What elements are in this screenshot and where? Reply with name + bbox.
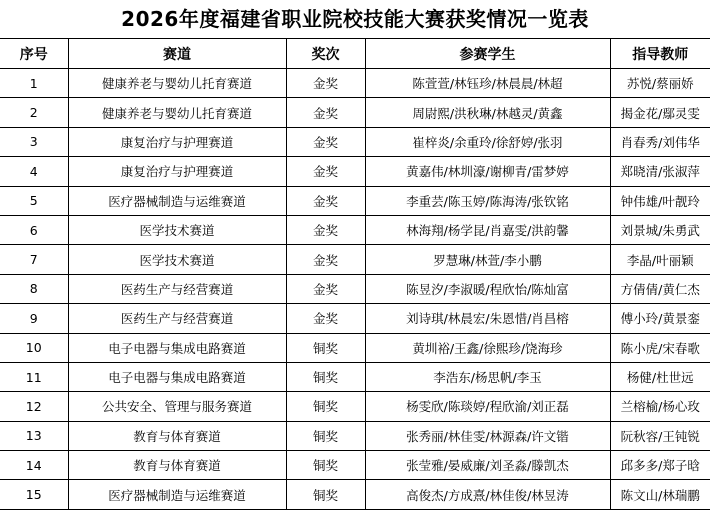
cell-no: 14 (0, 451, 68, 480)
cell-award: 金奖 (286, 157, 365, 186)
cell-students: 周尉熙/洪秋琳/林越灵/黄鑫 (365, 98, 610, 127)
cell-no: 3 (0, 127, 68, 156)
cell-teachers: 钟伟雄/叶靓玲 (610, 186, 710, 215)
table-row (0, 186, 710, 215)
cell-students: 林海翔/杨学昆/肖嘉雯/洪韵馨 (365, 215, 610, 244)
table-row (0, 274, 710, 303)
cell-students: 杨雯欣/陈琰婷/程欣渝/刘正磊 (365, 392, 610, 421)
cell-teachers: 邱多多/郑子晗 (610, 451, 710, 480)
cell-no: 15 (0, 480, 68, 509)
cell-award: 金奖 (286, 69, 365, 98)
header-students: 参赛学生 (365, 39, 610, 69)
cell-teachers: 兰榕榆/杨心玫 (610, 392, 710, 421)
page-title: 2026年度福建省职业院校技能大赛获奖情况一览表 (0, 0, 710, 39)
cell-students: 罗慧琳/林萱/李小鹏 (365, 245, 610, 274)
cell-track: 医药生产与经营赛道 (68, 274, 286, 303)
cell-teachers: 陈小虎/宋春歌 (610, 333, 710, 362)
cell-students: 陈昱汐/李淑暖/程欣怡/陈灿富 (365, 274, 610, 303)
cell-award: 铜奖 (286, 333, 365, 362)
cell-track: 医疗器械制造与运维赛道 (68, 480, 286, 509)
cell-award: 金奖 (286, 245, 365, 274)
cell-track: 教育与体育赛道 (68, 421, 286, 450)
cell-track: 康复治疗与护理赛道 (68, 157, 286, 186)
cell-track: 医药生产与经营赛道 (68, 304, 286, 333)
cell-students: 黄嘉伟/林圳濠/谢柳青/雷梦婷 (365, 157, 610, 186)
cell-teachers: 肖春秀/刘伟华 (610, 127, 710, 156)
cell-no: 9 (0, 304, 68, 333)
cell-no: 10 (0, 333, 68, 362)
table-row (0, 451, 710, 480)
cell-track: 教育与体育赛道 (68, 451, 286, 480)
cell-students: 张秀丽/林佳雯/林源森/许文锴 (365, 421, 610, 450)
cell-students: 张莹雅/晏威廉/刘圣淼/滕凯杰 (365, 451, 610, 480)
cell-teachers: 李晶/叶丽颖 (610, 245, 710, 274)
cell-students: 崔梓炎/余重玲/徐舒婷/张羽 (365, 127, 610, 156)
cell-no: 5 (0, 186, 68, 215)
cell-award: 金奖 (286, 304, 365, 333)
cell-track: 医学技术赛道 (68, 245, 286, 274)
table-row (0, 127, 710, 156)
table-row (0, 333, 710, 362)
cell-teachers: 杨健/杜世远 (610, 362, 710, 391)
cell-students: 李浩东/杨思帆/李玉 (365, 362, 610, 391)
cell-students: 陈萱萱/林钰珍/林晨晨/林超 (365, 69, 610, 98)
cell-award: 铜奖 (286, 421, 365, 450)
table-row (0, 421, 710, 450)
cell-track: 健康养老与婴幼儿托育赛道 (68, 69, 286, 98)
cell-students: 黄圳裕/王鑫/徐熙珍/饶海珍 (365, 333, 610, 362)
cell-award: 金奖 (286, 215, 365, 244)
cell-no: 2 (0, 98, 68, 127)
cell-track: 医学技术赛道 (68, 215, 286, 244)
cell-students: 李重芸/陈玉婷/陈海涛/张钦铭 (365, 186, 610, 215)
cell-teachers: 傅小玲/黄景銮 (610, 304, 710, 333)
cell-teachers: 苏悦/蔡丽娇 (610, 69, 710, 98)
table-row (0, 157, 710, 186)
cell-teachers: 方倩倩/黄仁杰 (610, 274, 710, 303)
cell-teachers: 阮秋容/王钝锐 (610, 421, 710, 450)
cell-award: 金奖 (286, 127, 365, 156)
cell-students: 高俊杰/方成熹/林佳俊/林昱涛 (365, 480, 610, 509)
cell-teachers: 揭金花/鄢灵雯 (610, 98, 710, 127)
table-row (0, 98, 710, 127)
table-row (0, 392, 710, 421)
cell-award: 金奖 (286, 98, 365, 127)
cell-award: 铜奖 (286, 392, 365, 421)
cell-no: 11 (0, 362, 68, 391)
cell-track: 公共安全、管理与服务赛道 (68, 392, 286, 421)
table-row (0, 362, 710, 391)
cell-award: 铜奖 (286, 480, 365, 509)
header-row (0, 39, 710, 69)
cell-no: 7 (0, 245, 68, 274)
header-award: 奖次 (286, 39, 365, 69)
awards-table (0, 39, 710, 510)
table-row (0, 69, 710, 98)
cell-track: 医疗器械制造与运维赛道 (68, 186, 286, 215)
header-track: 赛道 (68, 39, 286, 69)
cell-no: 13 (0, 421, 68, 450)
cell-track: 康复治疗与护理赛道 (68, 127, 286, 156)
cell-teachers: 刘景城/朱勇武 (610, 215, 710, 244)
cell-award: 金奖 (286, 186, 365, 215)
cell-track: 健康养老与婴幼儿托育赛道 (68, 98, 286, 127)
cell-award: 铜奖 (286, 451, 365, 480)
table-row (0, 304, 710, 333)
cell-no: 12 (0, 392, 68, 421)
cell-track: 电子电器与集成电路赛道 (68, 362, 286, 391)
cell-teachers: 郑晓清/张淑萍 (610, 157, 710, 186)
table-row (0, 245, 710, 274)
table-body (0, 69, 710, 510)
cell-students: 刘诗琪/林晨宏/朱恩惜/肖昌榕 (365, 304, 610, 333)
header-no: 序号 (0, 39, 68, 69)
cell-no: 4 (0, 157, 68, 186)
cell-award: 金奖 (286, 274, 365, 303)
cell-no: 8 (0, 274, 68, 303)
cell-award: 铜奖 (286, 362, 365, 391)
header-teachers: 指导教师 (610, 39, 710, 69)
cell-no: 1 (0, 69, 68, 98)
table-row (0, 480, 710, 509)
cell-teachers: 陈文山/林瑞鹏 (610, 480, 710, 509)
cell-track: 电子电器与集成电路赛道 (68, 333, 286, 362)
table-row (0, 215, 710, 244)
cell-no: 6 (0, 215, 68, 244)
